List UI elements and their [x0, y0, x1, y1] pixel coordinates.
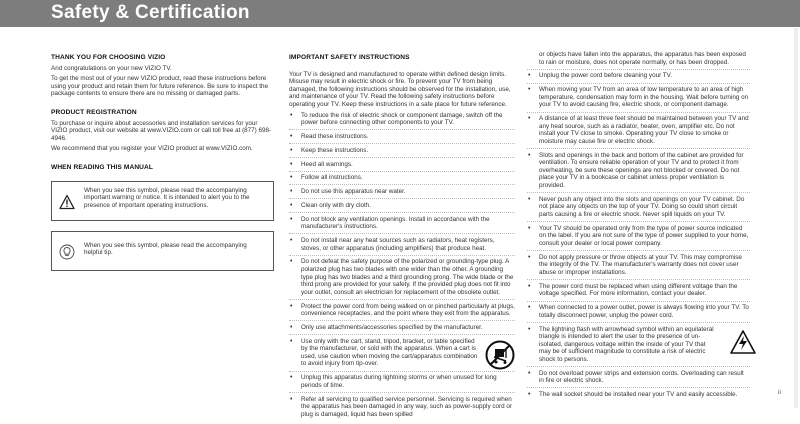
column-middle	[289, 54, 515, 424]
list-item: • Read these instructions.	[289, 133, 515, 144]
thanks-paragraph-2: To get the most out of your new VIZIO product, read these instructions before using your product and retain them for future reference. Be sure to inspect the package contents to ensure there are no missing or damaged parts.	[51, 75, 269, 98]
warning-triangle-icon	[59, 194, 75, 210]
tip-symbol-box	[51, 231, 274, 271]
list-item: • Your TV should be operated only from the type of power source indicated on the label. If you are not sure of the type of power supplied to your home, consult your dealer or local power company.	[527, 225, 750, 251]
list-item: • Unplug this apparatus during lightning storms or when unused for long periods of time.	[289, 374, 515, 393]
list-item: • Never push any object into the slots and openings on your TV cabinet. Do not place any objects on the top of your TV. Doing so could short circuit parts causing a fire or electric shock. Never spill liquids on your TV.	[527, 196, 750, 222]
list-item: • Do not defeat the safety purpose of the polarized or grounding-type plug. A polarized plug has two blades with one wider than the other. A grounding type plug has two blades and a third grounding prong. The wide blade or the third prong are provided for your safety. If the provided plug does not fit into your outlet, consult an electrician for replacement of the obsolete outlet.	[289, 258, 515, 300]
list-item: • Unplug the power cord before cleaning your TV.	[527, 72, 750, 83]
list-item: • When moving your TV from an area of low temperature to an area of high temperature, condensation may form in the housing. Wait before turning on your TV to avoid causing fire, electric shock, or component damage.	[527, 86, 750, 112]
list-item: • A distance of at least three feet should be maintained between your TV and any heat source, such as a radiator, heater, oven, amplifier etc. Do not install your TV close to smoke. Operating your TV close to smoke or moisture may cause fire or electric shock.	[527, 115, 750, 149]
list-item: • Do not block any ventilation openings. Install in accordance with the manufacturer's instructions.	[289, 216, 515, 235]
list-item: • Do not install near any heat sources such as radiators, heat registers, stoves, or other apparatus (including amplifiers) that produce heat.	[289, 237, 515, 256]
list-item: • To reduce the risk of electric shock or component damage, switch off the power before connecting other components to your TV.	[289, 112, 515, 131]
list-item: • Do not use this apparatus near water.	[289, 188, 515, 199]
reading-heading: WHEN READING THIS MANUAL	[51, 163, 154, 171]
list-item: • When connected to a power outlet, power is always flowing into your TV. To totally disconnect power, unplug the power cord.	[527, 304, 750, 323]
warning-symbol-text: When you see this symbol, please read the accompanying important warning or notice. It is intended to alert you to the presence of important operating instructions.	[84, 186, 250, 209]
list-item: • Do not overload power strips and extension cords. Overloading can result in fire or electric shock.	[527, 370, 750, 389]
list-item: • Clean only with dry cloth.	[289, 202, 515, 213]
page-number: ii	[778, 389, 781, 396]
list-item: • Keep these instructions.	[289, 147, 515, 158]
tip-symbol-text: When you see this symbol, please read the accompanying helpful tip.	[84, 241, 247, 257]
cart-warning-text: Use only with the cart, stand, tripod, bracket, or table specified by the manufacturer, or sold with the apparatus. When a cart is used, use caution when moving the cart/apparatus combination to avoid injury from tip-over.	[301, 337, 478, 368]
safety-heading: IMPORTANT SAFETY INSTRUCTIONS	[289, 54, 410, 61]
list-item: • Slots and openings in the back and bottom of the cabinet are provided for ventilation. To ensure reliable operation of your TV and to protect it from overheating, be sure these openings are not blocked or covered. Do not place your TV in a bookcase or cabinet unless proper ventilation is provided.	[527, 152, 750, 194]
list-item-continued: or objects have fallen into the apparatus, the apparatus has been exposed to rain or moisture, does not operate normally, or has been dropped.	[527, 51, 750, 70]
lightning-warning-text: The lightning flash with arrowhead symbol within an equilateral triangle is intended to alert the user to the presence of un-isolated, dangerous voltage within the inside of your TV that may be of sufficient magnitude to constitute a risk of electric shock to persons.	[539, 325, 714, 363]
thanks-heading: THANK YOU FOR CHOOSING VIZIO	[51, 54, 166, 61]
safety-intro: Your TV is designed and manufactured to operate within defined design limits. Misuse may result in electric shock or fire. To prevent your TV from being damaged, the following instructions should be observed for the installation, use, and maintenance of your TV. Read the following safety instructions before operating your TV. Keep these instructions in a safe place for future reference.	[289, 70, 511, 108]
list-item-cart	[289, 338, 515, 372]
column-left	[51, 54, 274, 281]
registration-paragraph-2: We recommend that you register your VIZIO product at www.VIZIO.com.	[51, 145, 253, 153]
registration-paragraph-1: To purchase or inquire about accessories and installation services for your VIZIO product, visit our website at www.VIZIO.com or call toll free at (877) 698-4946.	[51, 119, 272, 142]
lightning-triangle-icon	[730, 330, 756, 354]
list-item: • Refer all servicing to qualified service personnel. Servicing is required when the apparatus has been damaged in any way, such as power-supply cord or plug is damaged, liquid has been spilled	[289, 396, 515, 421]
lightbulb-icon	[59, 244, 75, 260]
registration-heading: PRODUCT REGISTRATION	[51, 108, 137, 116]
list-item: • Heed all warnings.	[289, 161, 515, 172]
list-item: • The wall socket should be installed near your TV and easily accessible.	[527, 391, 750, 401]
warning-symbol-box	[51, 181, 274, 221]
list-item: • Follow all instructions.	[289, 174, 515, 185]
list-item: • Do not apply pressure or throw objects at your TV. This may compromise the integrity of the TV. The manufacturer's warranty does not cover user abuse or improper installations.	[527, 254, 750, 280]
list-item: • The power cord must be replaced when using different voltage than the voltage specified. For more information, contact your dealer.	[527, 283, 750, 302]
cart-tipover-icon	[485, 340, 515, 370]
thanks-paragraph-1: And congratulations on your new VIZIO TV.	[51, 64, 172, 72]
page-header	[0, 0, 800, 27]
list-item-lightning	[527, 326, 750, 368]
list-item: • Protect the power cord from being walked on or pinched particularly at plugs, convenience receptacles, and the point where they exit from the apparatus.	[289, 303, 515, 322]
list-item: • Only use attachments/accessories specified by the manufacturer.	[289, 324, 515, 335]
safety-list-continued	[527, 51, 750, 401]
column-right	[527, 51, 750, 404]
scrollbar[interactable]	[794, 28, 798, 408]
safety-list	[289, 112, 515, 421]
page-title: Safety & Certification	[51, 2, 250, 23]
